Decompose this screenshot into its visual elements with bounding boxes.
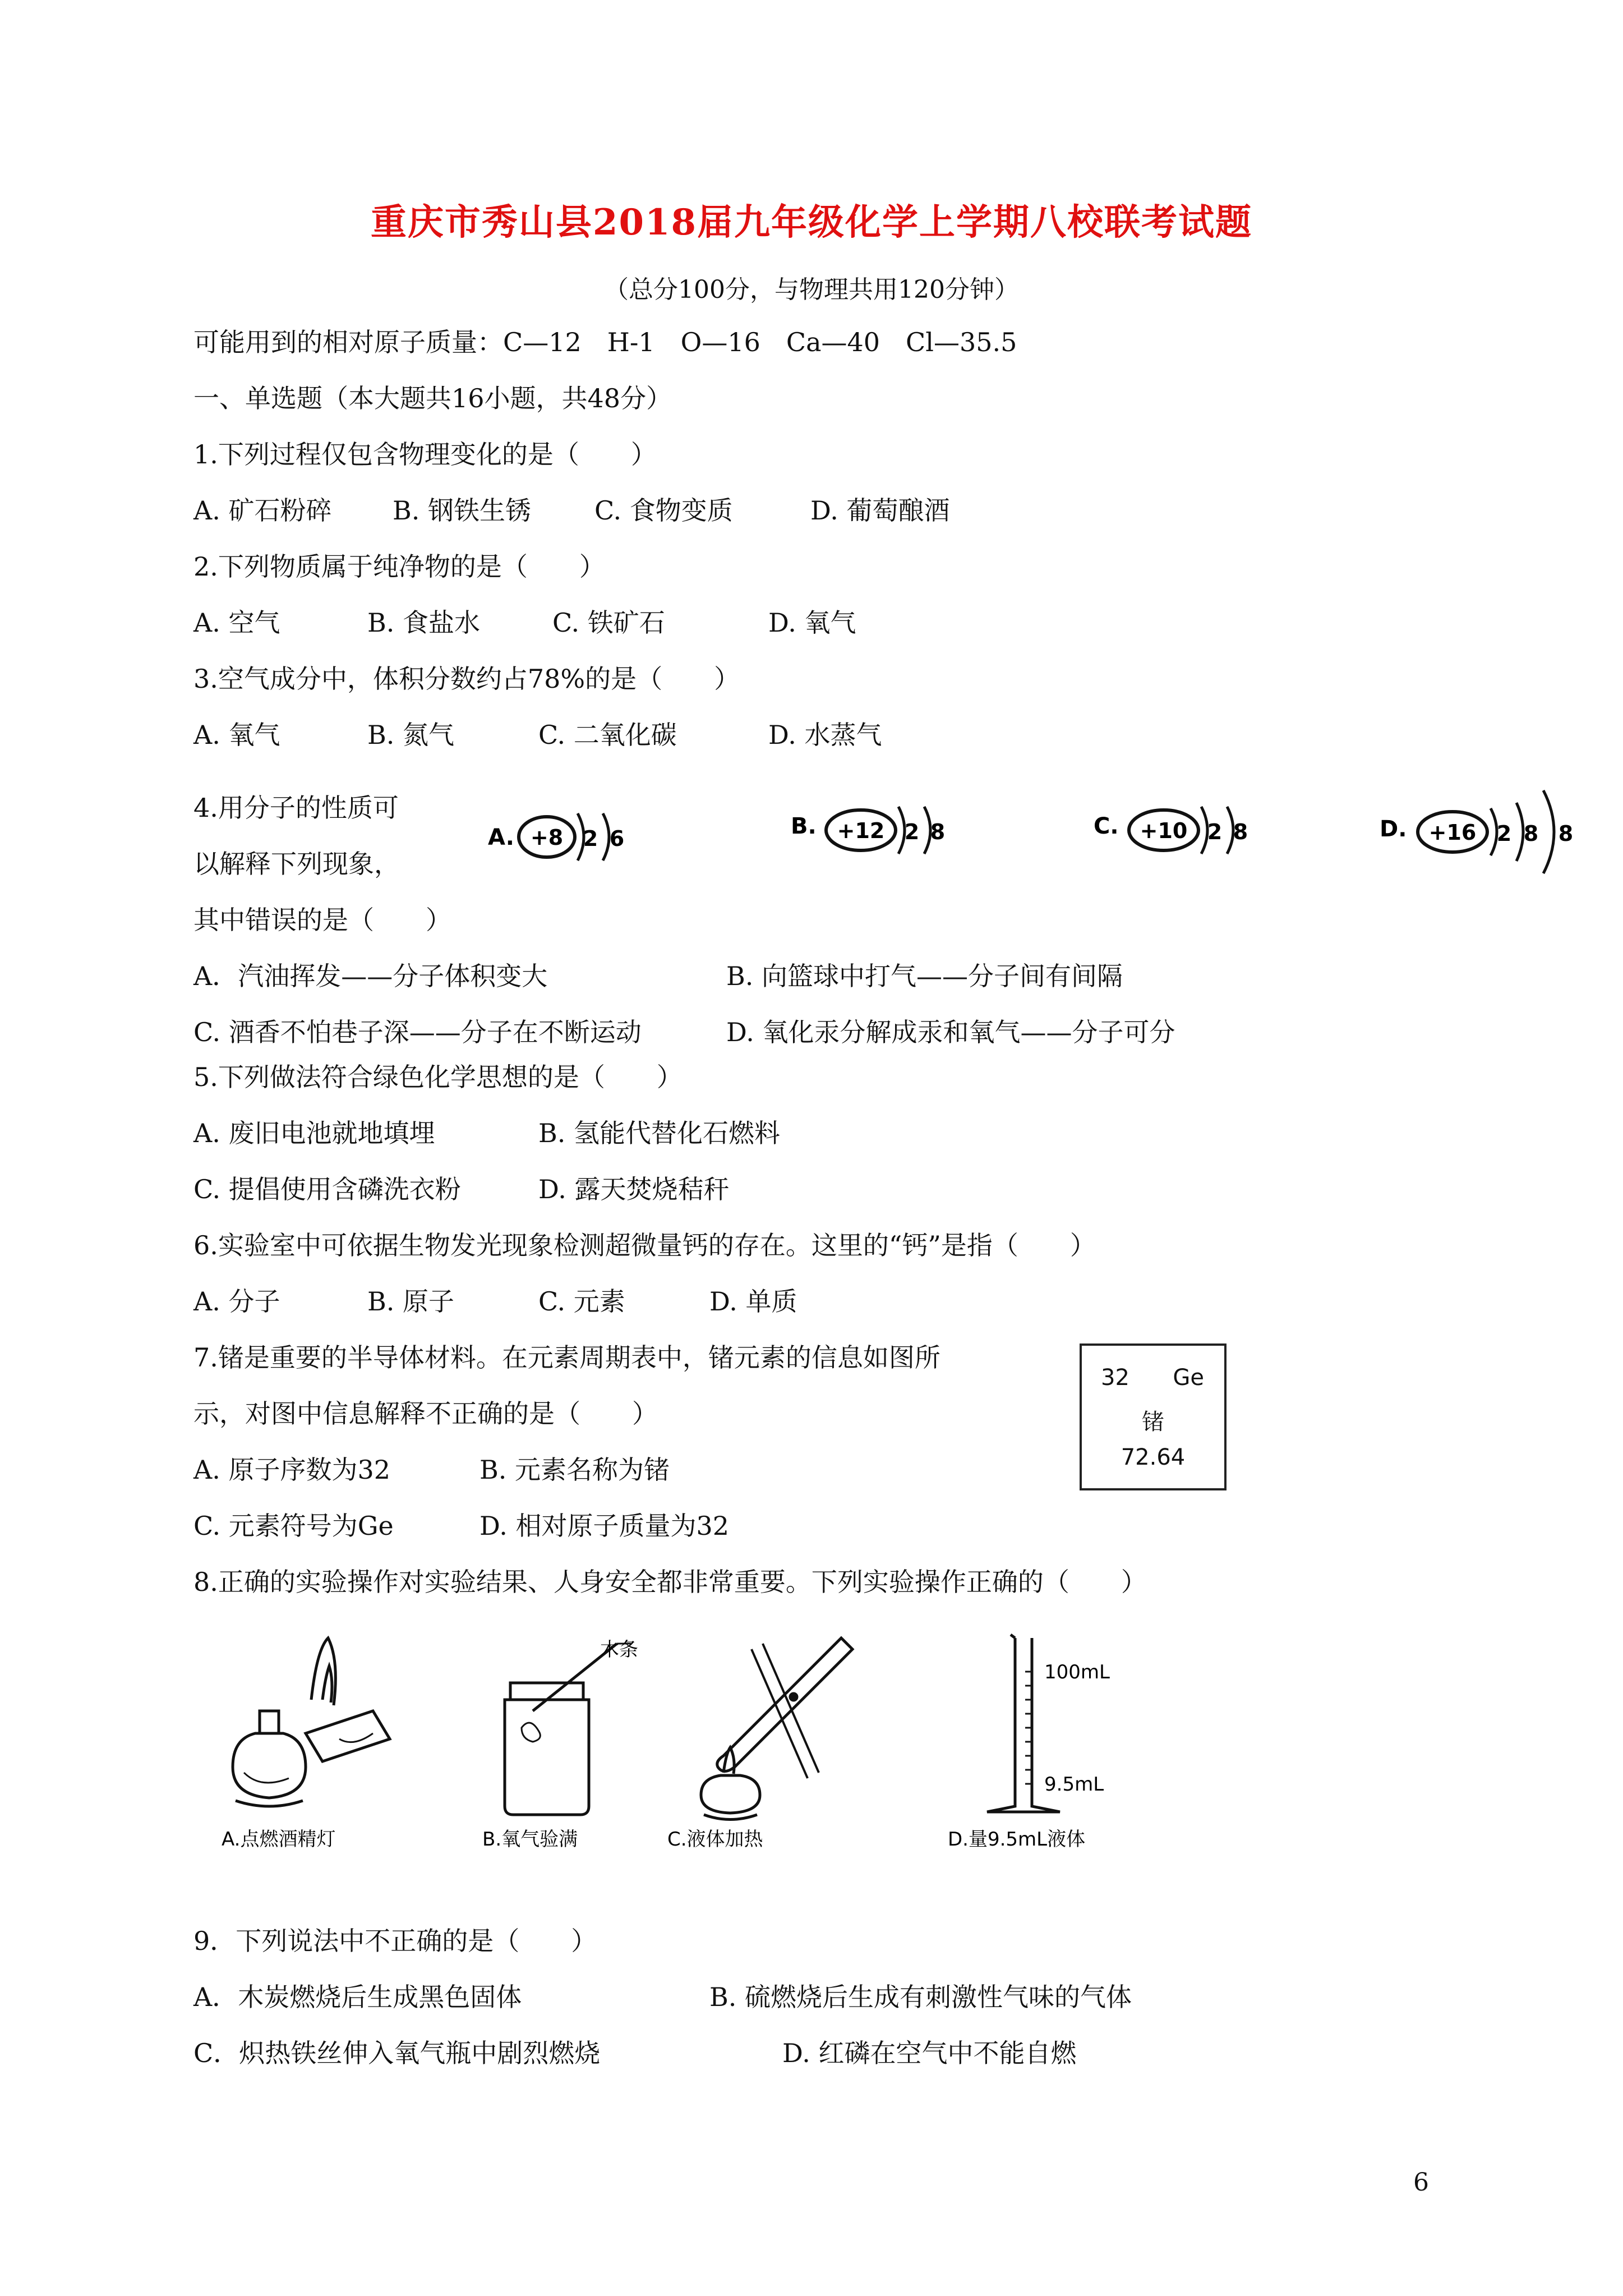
shell-electrons: 2 [1207,820,1223,844]
alcohol-lamp-body [701,1775,760,1813]
q6-option-a: A. 分子 [193,1286,280,1317]
page-number: 6 [1413,2168,1429,2197]
shell-electrons: 8 [930,820,946,844]
q9-option-a: A．木炭燃烧后生成黑色固体 [193,1982,522,2012]
shell-electrons: 2 [904,820,920,844]
q9-option-d: D. 红磷在空气中不能自燃 [782,2038,1077,2068]
q2-option-d: D. 氧气 [768,608,856,638]
q5-option-c: C. 提倡使用含磷洗衣粉 [193,1174,461,1204]
q1-option-c: C. 食物变质 [594,495,733,526]
q5-stem: 5.下列做法符合绿色化学思想的是（ ） [193,1062,683,1092]
electron-shell-arc [924,807,930,854]
section-heading: 一、单选题（本大题共16小题，共48分） [193,383,672,413]
shell-electrons: 8 [1523,821,1539,846]
atom-diagram-label: C. [1094,813,1119,839]
cylinder-top-mark: 100mL [1044,1661,1110,1683]
q7-stem-line1: 7.锗是重要的半导体材料。在元素周期表中，锗元素的信息如图所 [193,1342,940,1373]
q3-option-c: C. 二氧化碳 [538,720,677,750]
q7-stem-line2: 示，对图中信息解释不正确的是（ ） [193,1398,658,1429]
atom-diagram-b [791,791,981,875]
lab-caption-a: A.点燃酒精灯 [222,1828,336,1851]
lab-caption-c: C.液体加热 [667,1828,763,1851]
q7-option-c: C. 元素符号为Ge [193,1511,394,1541]
lab-figure-c [667,1627,892,1851]
cylinder-bottom-mark: 9.5mL [1044,1773,1104,1796]
nucleus-charge: +16 [1428,820,1477,845]
q6-option-c: C. 元素 [538,1286,625,1317]
lamp-wick-holder [260,1711,279,1733]
atom-diagram-d [1380,783,1593,884]
alcohol-lamp-body [233,1733,306,1798]
electron-shell-arc [1516,803,1523,861]
q8-stem: 8.正确的实验操作对实验结果、人身安全都非常重要。下列实验操作正确的（ ） [193,1567,1147,1597]
q3-stem: 3.空气成分中，体积分数约占78%的是（ ） [193,664,740,694]
electron-shell-arc [1491,808,1497,855]
q5-option-b: B. 氢能代替化石燃料 [538,1118,781,1148]
q2-option-a: A. 空气 [193,608,280,638]
electron-shell-arc [603,813,609,861]
q5-option-a: A. 废旧电池就地填埋 [193,1118,435,1148]
electron-shell-arc [1201,807,1207,854]
element-name: 锗 [1142,1409,1164,1435]
q9-option-c: C．炽热铁丝伸入氧气瓶中剧烈燃烧 [193,2038,601,2068]
lab-figure-b [482,1627,684,1851]
shell-electrons: 6 [609,826,625,851]
gas-bottle [505,1700,589,1815]
q1-option-d: D. 葡萄酿酒 [810,495,950,526]
lab-figure-d [948,1627,1183,1851]
second-lamp-tilted [306,1711,390,1761]
tube-holder [751,1649,808,1778]
exam-subtitle: （总分100分，与物理共用120分钟） [604,275,1019,304]
shell-electrons: 2 [583,826,598,851]
q4-option-b: B. 向篮球中打气——分子间有间隔 [726,961,1123,991]
q9-option-b: B. 硫燃烧后生成有刺激性气味的气体 [709,1982,1132,2012]
nucleus-charge: +8 [530,825,564,850]
element-atomic-mass: 72.64 [1121,1444,1186,1470]
element-symbol: Ge [1173,1365,1204,1391]
atom-diagram-a [488,797,667,875]
q2-stem: 2.下列物质属于纯净物的是（ ） [193,551,605,582]
q4-stem-line3: 其中错误的是（ ） [193,905,451,935]
q1-option-b: B. 钢铁生锈 [393,495,532,526]
q4-stem-line1: 4.用分子的性质可 [193,793,399,823]
q7-option-a: A. 原子序数为32 [193,1455,390,1485]
atom-diagram-label: D. [1380,816,1407,842]
exam-title: 重庆市秀山县2018届九年级化学上学期八校联考试题 [370,201,1253,243]
q4-stem-line2: 以解释下列现象， [193,849,400,879]
element-atomic-number: 32 [1101,1365,1129,1391]
periodic-element-card [1080,1343,1227,1490]
electron-shell-arc [1543,790,1554,873]
q2-option-b: B. 食盐水 [367,608,481,638]
nucleus-charge: +10 [1140,818,1188,843]
q4-option-c: C. 酒香不怕巷子深——分子在不断运动 [193,1017,642,1047]
atom-diagram-label: A. [488,825,514,850]
shell-electrons: 8 [1558,821,1574,846]
q4-option-d: D. 氧化汞分解成汞和氧气——分子可分 [726,1017,1175,1047]
q6-option-b: B. 原子 [367,1286,455,1317]
q1-option-a: A. 矿石粉碎 [193,495,332,526]
test-tube [717,1638,852,1772]
q4-option-a: A．汽油挥发——分子体积变大 [193,961,548,991]
q2-option-c: C. 铁矿石 [552,608,665,638]
q3-option-a: A. 氧气 [193,720,280,750]
q1-stem: 1.下列过程仅包含物理变化的是（ ） [193,439,657,470]
electron-shell-arc [898,807,905,854]
shell-electrons: 2 [1496,821,1512,846]
q6-stem: 6.实验室中可依据生物发光现象检测超微量钙的存在。这里的“钙”是指（ ） [193,1230,1096,1260]
lab-figure-a [222,1627,412,1851]
stick-label: 木条 [600,1639,638,1661]
atom-diagram-label: B. [791,813,817,839]
q6-option-d: D. 单质 [709,1286,797,1317]
q7-option-d: D. 相对原子质量为32 [479,1511,730,1541]
lab-caption-b: B.氧气验满 [482,1828,578,1851]
q5-option-d: D. 露天焚烧秸秆 [538,1174,730,1204]
q9-stem: 9．下列说法中不正确的是（ ） [193,1926,597,1956]
nucleus-charge: +12 [837,818,885,843]
flame-icon [522,1723,540,1742]
q7-option-b: B. 元素名称为锗 [479,1455,670,1485]
shell-electrons: 8 [1233,820,1248,844]
lamp-base [236,1801,303,1806]
lab-caption-d: D.量9.5mL液体 [948,1828,1086,1851]
q3-option-d: D. 水蒸气 [768,720,882,750]
atom-diagram-c [1094,791,1284,875]
electron-shell-arc [1227,807,1233,854]
atomic-masses-line: 可能用到的相对原子质量：C—12 H-1 O—16 Ca—40 Cl—35.5 [193,327,1017,357]
bottle-mouth [510,1683,583,1700]
q3-option-b: B. 氮气 [367,720,455,750]
